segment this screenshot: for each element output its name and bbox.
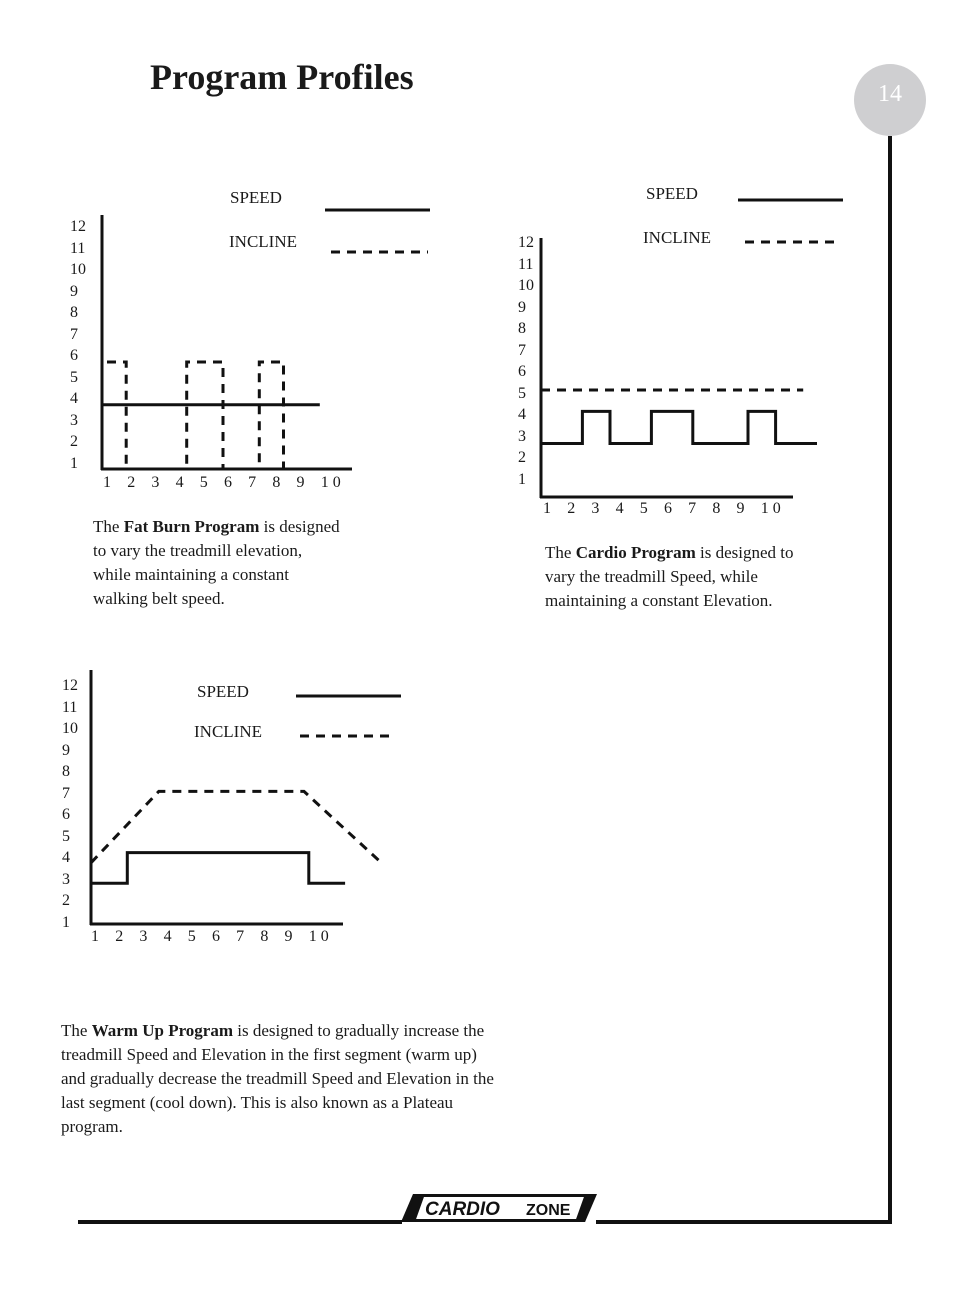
x-tick-label: 7	[248, 474, 257, 491]
x-tick-label: 8	[260, 928, 269, 945]
x-tick-label: 5	[639, 500, 648, 517]
legend-speed-label: SPEED	[230, 188, 282, 207]
x-tick-label: 6	[211, 928, 220, 945]
y-tick-label: 1	[62, 913, 70, 931]
x-tick-label: 8	[712, 500, 721, 517]
legend-incline-label: INCLINE	[643, 228, 711, 247]
y-tick-label: 4	[518, 406, 526, 423]
y-tick-label: 9	[70, 282, 78, 300]
y-tick-label: 12	[62, 677, 78, 694]
x-tick-label: 1	[543, 500, 551, 517]
x-tick-label: 1 0	[320, 474, 341, 491]
y-tick-label: 3	[518, 427, 526, 445]
desc-pre: The	[545, 543, 576, 562]
x-tick-label: 6	[223, 474, 232, 491]
y-tick-label: 8	[518, 320, 526, 337]
desc-program-name: Warm Up Program	[91, 1021, 234, 1040]
desc-post: is designed to gradually increase the treadmill Speed and Elevation in the first segment (warm up) and gradually decrease the treadmill Speed and Elevation in the last segment (cool down). This is also known as a Plateau program.	[61, 1021, 494, 1136]
x-tick-label: 1 0	[760, 500, 781, 517]
page-number-badge: 14	[854, 64, 926, 136]
x-tick-label: 4	[163, 928, 172, 945]
desc-post: is designed to vary the treadmill elevation, while maintaining a constant walking belt speed.	[93, 517, 340, 608]
y-tick-label: 10	[518, 277, 534, 294]
y-tick-label: 11	[70, 239, 86, 257]
desc-pre: The	[61, 1021, 92, 1040]
x-tick-label: 1	[103, 474, 111, 491]
x-tick-label: 8	[272, 474, 281, 491]
y-tick-label: 10	[70, 261, 86, 278]
x-tick-label: 4	[175, 474, 184, 491]
y-tick-label: 2	[62, 892, 70, 909]
y-tick-label: 4	[70, 390, 78, 407]
y-tick-label: 11	[62, 698, 78, 716]
logo-cardio-text: CARDIO	[425, 1199, 500, 1220]
warm-up-description	[61, 1019, 501, 1139]
desc-program-name: Fat Burn Program	[123, 517, 260, 536]
x-tick-label: 2	[127, 474, 136, 491]
legend-incline-label: INCLINE	[229, 232, 297, 251]
footer-rule-right	[596, 1220, 892, 1224]
y-tick-label: 3	[70, 411, 78, 429]
y-tick-label: 9	[62, 741, 70, 759]
speed-series-line	[91, 853, 345, 884]
cardiozone-logo	[401, 1192, 597, 1224]
x-tick-label: 7	[236, 928, 245, 945]
y-tick-label: 6	[518, 363, 526, 380]
y-tick-label: 9	[518, 298, 526, 316]
logo-zone-text: ZONE	[526, 1202, 571, 1219]
x-tick-label: 9	[296, 474, 305, 491]
y-tick-label: 2	[70, 433, 78, 450]
x-tick-label: 2	[567, 500, 576, 517]
x-tick-label: 9	[736, 500, 745, 517]
x-tick-label: 3	[151, 474, 160, 491]
y-tick-label: 3	[62, 870, 70, 888]
x-tick-label: 3	[591, 500, 600, 517]
x-tick-label: 5	[199, 474, 208, 491]
y-tick-label: 5	[70, 368, 78, 386]
y-tick-label: 8	[70, 304, 78, 321]
page-title: Program Profiles	[150, 57, 414, 97]
y-tick-label: 8	[62, 763, 70, 780]
x-tick-label: 9	[284, 928, 293, 945]
x-tick-label: 5	[187, 928, 196, 945]
legend-speed-label: SPEED	[646, 184, 698, 203]
y-tick-label: 11	[518, 255, 534, 273]
y-tick-label: 7	[62, 784, 70, 802]
x-tick-label: 7	[688, 500, 697, 517]
x-tick-label: 1 0	[308, 928, 329, 945]
desc-post: is designed to vary the treadmill Speed, while maintaining a constant Elevation.	[545, 543, 794, 610]
y-tick-label: 7	[70, 325, 78, 343]
y-tick-label: 10	[62, 720, 78, 737]
y-tick-label: 6	[70, 347, 78, 364]
y-tick-label: 4	[62, 849, 70, 866]
warm-up-x-ticks	[91, 928, 333, 946]
x-tick-label: 3	[139, 928, 148, 945]
y-tick-label: 1	[518, 470, 526, 488]
x-tick-label: 6	[663, 500, 672, 517]
y-tick-label: 12	[518, 234, 534, 251]
y-tick-label: 7	[518, 341, 526, 359]
x-tick-label: 2	[115, 928, 124, 945]
x-tick-label: 1	[91, 928, 99, 945]
y-tick-label: 6	[62, 806, 70, 823]
desc-program-name: Cardio Program	[575, 543, 696, 562]
y-tick-label: 1	[70, 454, 78, 472]
y-tick-label: 5	[62, 827, 70, 845]
x-tick-label: 4	[615, 500, 624, 517]
y-tick-label: 12	[70, 218, 86, 235]
legend-incline-label: INCLINE	[194, 722, 262, 741]
desc-pre: The	[93, 517, 124, 536]
footer-rule-left	[78, 1220, 402, 1224]
y-tick-label: 2	[518, 449, 526, 466]
legend-speed-label: SPEED	[197, 682, 249, 701]
y-tick-label: 5	[518, 384, 526, 402]
